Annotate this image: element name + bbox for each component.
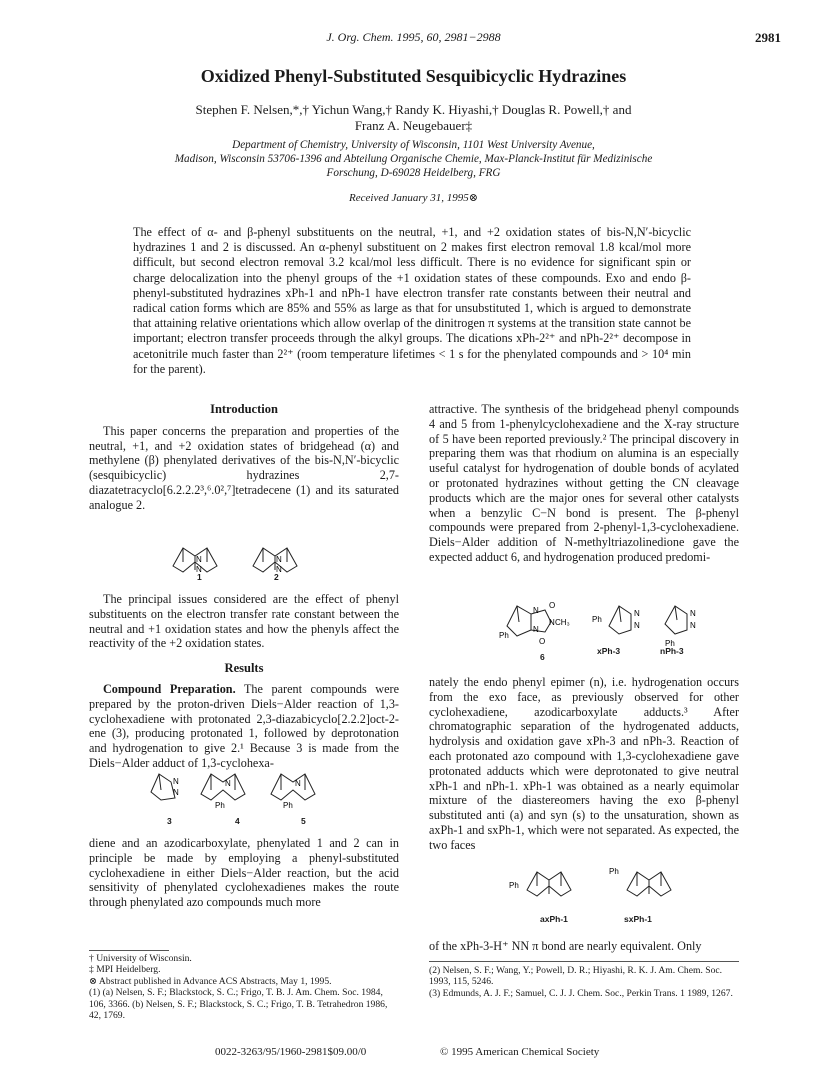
- svg-text:Ph: Ph: [509, 881, 519, 890]
- footnotes-left: [89, 953, 399, 1021]
- author-line: Franz A. Neugebauer‡: [354, 118, 473, 133]
- right-column-bottom: [429, 939, 739, 954]
- right-paragraph-3: of the xPh-3-H⁺ NN π bond are nearly equivalent. Only: [429, 939, 702, 953]
- svg-text:O: O: [539, 637, 546, 646]
- author-list: [100, 102, 727, 134]
- page-number: 2981: [755, 30, 781, 45]
- compound-preparation-runin: Compound Preparation.: [103, 681, 236, 696]
- compound-label-sxph-1: sxPh-1: [624, 914, 652, 924]
- left-column-bottom: [89, 836, 399, 910]
- abstract: The effect of α- and β-phenyl substituents on the neutral, +1, and +2 oxidation states of bis-N,N′-bicyclic hydrazines 1 and 2 is discussed. An α-phenyl substituent on 2 makes first electron removal 1.8 kcal/mol more difficult, but second electron removal 3.2 kcal/mol less difficult. There is no evidence for significant spin or charge delocalization into the phenyl groups of the +1 oxidation states of these compounds. Exo and endo β-phenyl-substituted hydrazines xPh-1 and nPh-1 have electron transfer rate constants between their neutral and radical cation forms which are 85% and 55% as large as that for unsubstituted 1, which is argued to demonstrate that attaining relative orientations which allow overlap of the dinitrogen π systems at the transition state cannot be important; electron transfer proceeds through the alkyl groups. The dications xPh-2²⁺ and nPh-2²⁺ decompose in acetonitrile much faster than 2²⁺ (room temperature lifetimes < 1 s for the phenylated compounds and > 10⁴ min for the parent).: [133, 225, 691, 376]
- svg-text:N: N: [225, 779, 231, 788]
- affiliation: [110, 138, 717, 180]
- svg-text:N: N: [634, 621, 640, 630]
- results-heading: Results: [224, 661, 264, 676]
- journal-citation: J. Org. Chem. 1995, 60, 2981−2988: [326, 30, 501, 44]
- svg-text:Ph: Ph: [665, 639, 675, 648]
- left-column-middle: [89, 592, 399, 771]
- structure-figure-6-xph3-nph3: [497, 592, 727, 650]
- triazolinedione-adduct-structures: [497, 592, 727, 650]
- svg-text:N: N: [690, 609, 696, 618]
- received-date: Received January 31, 1995⊗: [349, 192, 478, 204]
- svg-text:Ph: Ph: [609, 867, 619, 876]
- right-paragraph-1: attractive. The synthesis of the bridgehead phenyl compounds 4 and 5 from 1-phenylcyclohexadiene and the X-ray structure of 5 have been reported previously.² The principal discovery in preparing them was that rhodium on alumina is an especially useful catalyst for hydrogenation of double bonds of acylated or protonated hydrazines without getting the CN cleavage products which are the major ones for several other catalysts when a benzylic C−N bond is present. The β-phenyl compounds were prepared from 2-phenyl-1,3-cyclohexadiene. Diels−Alder addition of N-methyltriazolinedione gave the expected adduct 6, and hydrogenation produced predomi-: [429, 402, 739, 564]
- results-paragraph-2: diene and an azodicarboxylate, phenylated 1 and 2 can in principle be made by employing a phenyl-substituted cyclohexadiene in either Diels−Alder reaction, but the acid sensitivity of phenylated cyclohexadienes makes the route through phenylated azo compounds much more: [89, 836, 399, 910]
- footnote-rule: [429, 961, 739, 962]
- footnote: † University of Wisconsin.: [89, 953, 192, 964]
- compound-label-nph-3: nPh-3: [660, 646, 684, 656]
- structure-figure-3-4-5: [145, 762, 345, 814]
- svg-text:N: N: [276, 565, 282, 574]
- left-column-top: [89, 402, 399, 513]
- svg-text:N: N: [549, 618, 555, 627]
- footnote: ‡ MPI Heidelberg.: [89, 964, 161, 976]
- introduction-heading: Introduction: [210, 402, 278, 416]
- right-column-middle: [429, 675, 739, 853]
- footnote: (2) Nelsen, S. F.; Wang, Y.; Powell, D. R.; Hiyashi, R. K. J. Am. Chem. Soc. 1993, 115, 5246.: [429, 965, 723, 988]
- copyright: © 1995 American Chemical Society: [440, 1046, 600, 1058]
- svg-text:Ph: Ph: [215, 801, 225, 810]
- footnotes-right: [429, 965, 739, 999]
- svg-text:N: N: [196, 555, 202, 564]
- footnote: (3) Edmunds, A. J. F.; Samuel, C. J. J. Chem. Soc., Perkin Trans. 1 1989, 1267.: [429, 987, 733, 999]
- footnote: ⊗ Abstract published in Advance ACS Abstracts, May 1, 1995.: [89, 975, 332, 987]
- svg-text:CH₃: CH₃: [555, 618, 570, 627]
- structure-figure-axph1-sxph1: [505, 862, 705, 906]
- svg-text:N: N: [690, 621, 696, 630]
- bicyclic-hydrazine-structures-1-2: [165, 536, 325, 584]
- svg-text:N: N: [173, 788, 179, 797]
- svg-text:N: N: [533, 606, 539, 615]
- svg-text:Ph: Ph: [592, 615, 602, 624]
- diastereomer-structures: [505, 862, 705, 906]
- author-line: Stephen F. Nelsen,*,† Yichun Wang,† Randy K. Hiyashi,† Douglas R. Powell,† and: [195, 102, 632, 117]
- svg-text:N: N: [276, 555, 282, 564]
- intro-paragraph-2: The principal issues considered are the effect of phenyl substituents on the electron transfer rate constant between the neutral and +1 oxidation states and how the phenyls affect the reactivity of the +2 oxidation states.: [89, 592, 399, 651]
- affiliation-line: Madison, Wisconsin 53706-1396 and Abteilung Organische Chemie, Max-Planck-Institut für Medizinische: [174, 153, 653, 165]
- affiliation-line: Forschung, D-69028 Heidelberg, FRG: [326, 167, 501, 179]
- structure-figure-1-2: [165, 536, 325, 584]
- svg-text:Ph: Ph: [499, 631, 509, 640]
- results-paragraph-1: The parent compounds were prepared by the proton-driven Diels−Alder reaction of 1,3-cyclohexadiene with protonated 2,3-diazabicyclo[2.2.2]oct-2-ene (3), producing protonated 1, followed by deprotonation and hydrogenation to give 2.¹ Because 3 is made from the Diels−Alder adduct of 1,3-cyclohexa-: [89, 681, 399, 770]
- compound-label-4: 4: [235, 816, 240, 826]
- affiliation-line: Department of Chemistry, University of Wisconsin, 1101 West University Avenue,: [232, 139, 595, 151]
- compound-label-6: 6: [540, 652, 545, 662]
- footnote: (1) (a) Nelsen, S. F.; Blackstock, S. C.; Frigo, T. B. J. Am. Chem. Soc. 1984, 106, 3366. (b) Nelsen, S. F.; Blackstock, S. C.; Frigo, T. B. Tetrahedron 1986, 42, 1769.: [89, 987, 388, 1022]
- svg-text:Ph: Ph: [283, 801, 293, 810]
- issn-code: 0022-3263/95/1960-2981$09.00/0: [215, 1046, 367, 1058]
- compound-label-1: 1: [197, 572, 202, 582]
- page-footer: [0, 1046, 827, 1060]
- compound-label-xph-3: xPh-3: [597, 646, 621, 656]
- compound-label-3: 3: [167, 816, 172, 826]
- svg-text:N: N: [173, 777, 179, 786]
- running-head: [0, 30, 827, 46]
- svg-text:N: N: [196, 565, 202, 574]
- svg-text:N: N: [634, 609, 640, 618]
- right-column-top: [429, 402, 739, 565]
- footnote-rule: [89, 950, 169, 951]
- azo-compound-structures-3-4-5: [145, 762, 345, 814]
- right-paragraph-2: nately the endo phenyl epimer (n), i.e. hydrogenation occurs from the exo face, as previously observed for other cyclohexadiene, azodicarboxylate adducts.³ After chromatographic separation of the hydrogenated adducts, hydrolysis and oxidation gave xPh-3 and nPh-3. Reaction of each protonated azo compound with 1,3-cyclohexadiene gave protonated adducts which were deprotonated to give neutral xPh-1 and nPh-1. xPh-1 was obtained as a nearly equimolar mixture of the diastereomers having the exo β-phenyl substituted anti (a) and syn (s) to the unsaturation, shown as axPh-1 and sxPh-1, which were not separated. As expected, the two faces: [429, 675, 739, 852]
- compound-label-2: 2: [274, 572, 279, 582]
- svg-text:O: O: [549, 601, 556, 610]
- svg-text:N: N: [295, 779, 301, 788]
- compound-label-5: 5: [301, 816, 306, 826]
- intro-paragraph-1: This paper concerns the preparation and properties of the neutral, +1, and +2 oxidation states of bridgehead (α) and methylene (β) phenylated derivatives of the bis-N,N′-bicyclic (sesquibicyclic) hydrazines 2,7-diazatetracyclo[6.2.2.2³,⁶.0²,⁷]tetradecene (1) and its saturated analogue 2.: [89, 423, 399, 512]
- article-title: Oxidized Phenyl-Substituted Sesquibicyclic Hydrazines: [200, 66, 627, 86]
- svg-text:N: N: [533, 625, 539, 634]
- compound-label-axph-1: axPh-1: [540, 914, 568, 924]
